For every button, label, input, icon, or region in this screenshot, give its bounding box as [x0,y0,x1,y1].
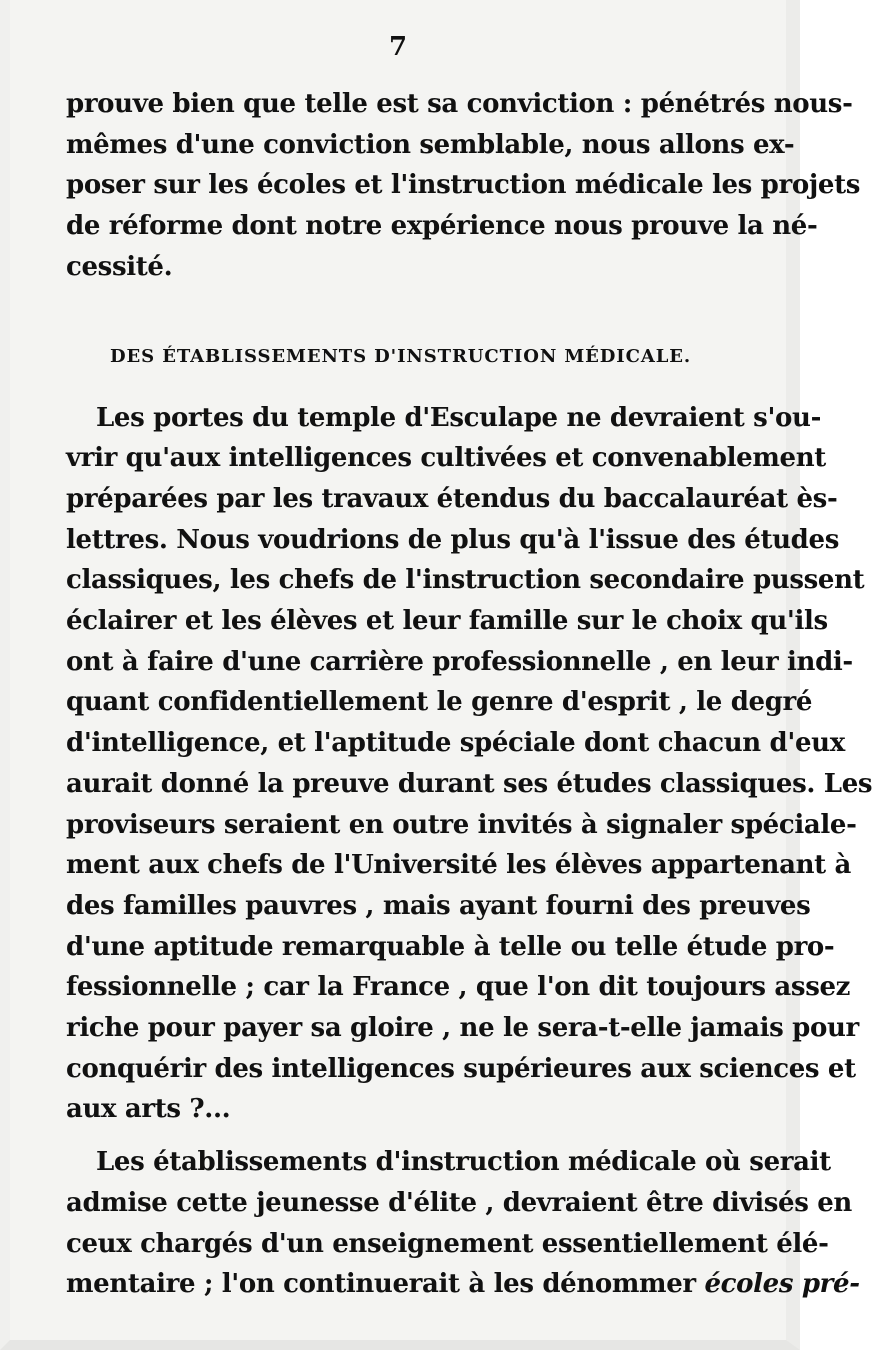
text-line: Les portes du temple d'Esculape ne devraient s'ou- [96,402,822,433]
text-line: d'une aptitude remarquable à telle ou telle étude pro- [66,931,835,962]
text-line: lettres. Nous voudrions de plus qu'à l'issue des études [66,524,839,555]
text-line: conquérir des intelligences supérieures aux sciences et [66,1053,856,1084]
text-line: fessionnelle ; car la France , que l'on dit toujours assez [66,972,851,1003]
page-content [66,84,872,1305]
text-line: prouve bien que telle est sa conviction : pénétrés nous- [66,89,853,119]
text-line: classiques, les chefs de l'instruction secondaire pussent [66,565,865,596]
text-line: de réforme dont notre expérience nous prouve la né- [66,211,818,242]
section-heading: DES ÉTABLISSEMENTS D'INSTRUCTION MÉDICALE. [110,345,692,367]
text-line: poser sur les écoles et l'instruction médicale les projets [66,170,861,201]
text-line-roman: mentaire ; l'on continuerait à les dénommer [66,1269,705,1300]
text-line: mêmes d'une conviction semblable, nous allons ex- [66,129,795,160]
text-line: des familles pauvres , mais ayant fourni des preuves [66,890,811,921]
text-line: Les établissements d'instruction médicale où serait [96,1147,831,1178]
paragraph [66,398,872,1131]
paragraph [66,1142,860,1305]
text-line: ont à faire d'une carrière professionnelle , en leur indi- [66,646,853,677]
text-line-italic: écoles pré- [704,1269,860,1300]
text-line: aurait donné la preuve durant ses études classiques. Les [66,768,872,799]
text-line: éclairer et les élèves et leur famille sur le choix qu'ils [66,606,828,637]
text-line: quant confidentiellement le genre d'esprit , le degré [66,687,813,718]
text-line [66,1264,860,1305]
text-line: riche pour payer sa gloire , ne le sera-t-elle jamais pour [66,1013,859,1044]
text-line: vrir qu'aux intelligences cultivées et convenablement [66,443,826,474]
text-line: admise cette jeunesse d'élite , devraient être divisés en [66,1187,852,1218]
text-line: ment aux chefs de l'Université les élèves appartenant à [66,850,852,881]
text-line: proviseurs seraient en outre invités à signaler spéciale- [66,809,857,840]
intro-paragraph [66,84,861,288]
page-number: 7 [388,32,408,62]
text-line: préparées par les travaux étendus du baccalauréat ès- [66,483,838,514]
text-line: ceux chargés d'un enseignement essentiellement élé- [66,1228,829,1259]
text-line: aux arts ?... [66,1094,231,1125]
text-line: d'intelligence, et l'aptitude spéciale dont chacun d'eux [66,728,845,759]
text-line: cessité. [66,251,173,282]
